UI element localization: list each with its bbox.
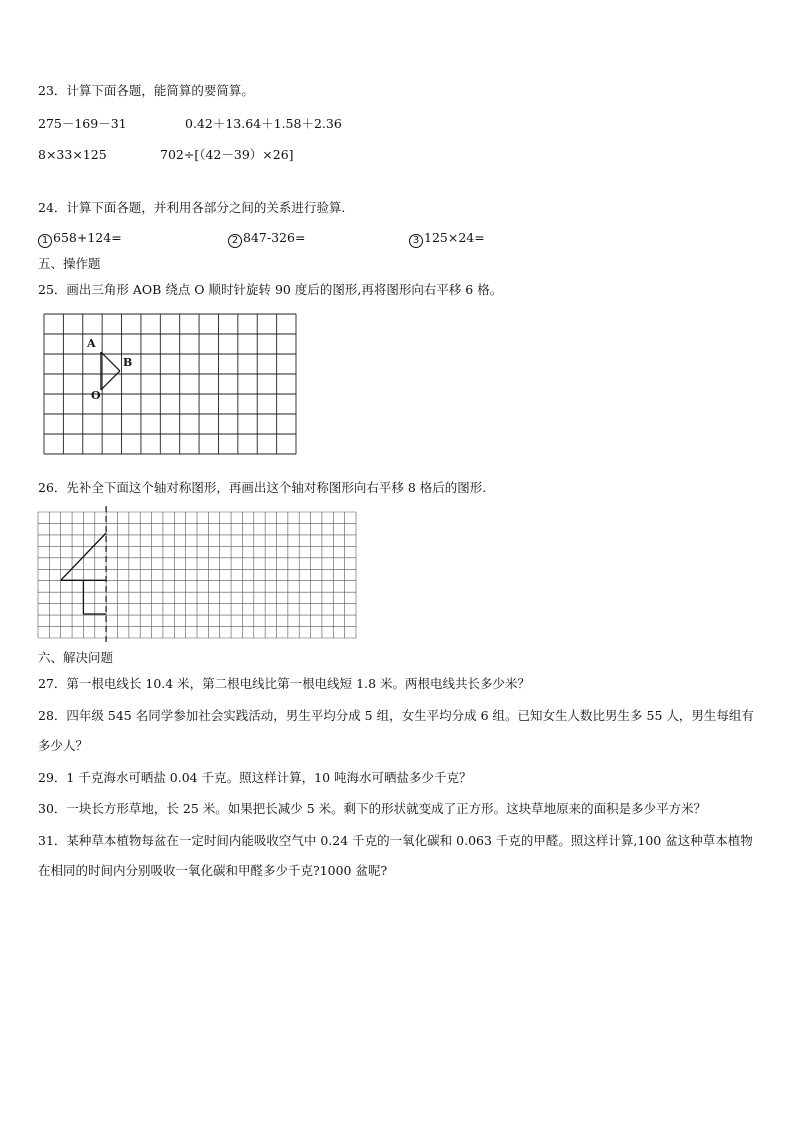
q23-expression-2: 0.42＋13.64＋1.58＋2.36	[185, 116, 342, 131]
q24-item-3	[409, 230, 485, 248]
point-o-label: O	[91, 389, 101, 402]
section-six-heading: 六、解决问题	[38, 650, 114, 665]
triangle-aob	[101, 352, 120, 390]
q28-text: 28．四年级 545 名同学参加社会实践活动，男生平均分成 5 组，女生平均分成 6 组。已知女生人数比男生多 55 人，男生每组有多少人？	[38, 708, 754, 753]
q26-grid-figure	[38, 512, 356, 638]
q24-item-1	[38, 230, 122, 248]
q30-text: 30．一块长方形草地，长 25 米。如果把长减少 5 米。剩下的形状就变成了正方形。这块草地原来的面积是多少平方米？	[38, 801, 707, 816]
q25-grid	[44, 314, 296, 454]
q23-expression-4: 702÷[（42－39）×26]	[160, 147, 294, 162]
q23-expression-3: 8×33×125	[38, 147, 107, 162]
q23-title: 23．计算下面各题，能简算的要简算。	[38, 83, 254, 98]
q26-grid	[38, 512, 356, 638]
q24-expression-2: 847-326=	[243, 230, 306, 245]
q24-expression-1: 658+124=	[53, 230, 122, 245]
point-a-label: A	[87, 337, 96, 350]
q25-grid-figure	[44, 314, 296, 454]
q23-expression-1: 275－169－31	[38, 116, 127, 131]
q29-text: 29．1 千克海水可晒盐 0.04 千克。照这样计算，10 吨海水可晒盐多少千克？	[38, 770, 472, 785]
q31-text: 31．某种草本植物每盆在一定时间内能吸收空气中 0.24 千克的一氧化碳和 0.063 千克的甲醛。照这样计算,100 盆这种草本植物在相同的时间内分别吸收一氧化碳和甲醛多少千克?1000 盆呢?	[38, 833, 753, 878]
q24-title: 24．计算下面各题，并利用各部分之间的关系进行验算.	[38, 200, 346, 215]
q24-expression-3: 125×24=	[424, 230, 485, 245]
circled-number-2: 2	[228, 234, 242, 248]
q26-title: 26．先补全下面这个轴对称图形，再画出这个轴对称图形向右平移 8 格后的图形.	[38, 480, 487, 495]
circled-number-1: 1	[38, 234, 52, 248]
section-five-heading: 五、操作题	[38, 256, 101, 271]
point-b-label: B	[123, 356, 133, 369]
q25-title: 25．画出三角形 AOB 绕点 O 顺时针旋转 90 度后的图形,再将图形向右平移 6 格。	[38, 282, 503, 297]
q27-text: 27．第一根电线长 10.4 米，第二根电线比第一根电线短 1.8 米。两根电线共长多少米？	[38, 676, 531, 691]
circled-number-3: 3	[409, 234, 423, 248]
q24-item-2	[228, 230, 305, 248]
